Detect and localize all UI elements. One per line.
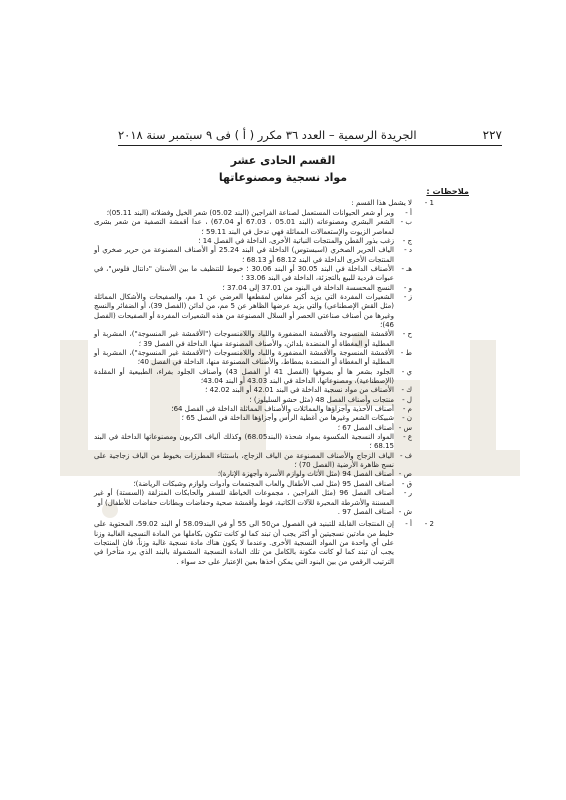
list-item [94, 489, 412, 508]
item-letter: ل - [402, 395, 412, 404]
item-letter: ك - [401, 386, 412, 395]
gazette-title: الجريدة الرسمية – العدد ٣٦ مكرر ( أ ) فى ٩ سبتمبر سنة ٢٠١٨ [118, 128, 417, 142]
note-body [94, 520, 412, 567]
item-text: الياف الحرير الصخري (اسبستوس) الداخلة في البند 25.24 أو الأصناف المصنوعة من حرير صخري أو المنتجات الأخرى الداخلة في البند 68.12 أو 68.13 ؛ [94, 246, 394, 264]
item-letter: و - [403, 283, 412, 292]
item-text: أصناف الأحذية وأجزاؤها والمماثلات والأصناف المماثلة الداخلة في الفصل 64؛ [171, 405, 394, 414]
item-letter: هـ - [401, 264, 412, 273]
item-text: إن المنتجات القابلة للتبنيد في الفصول من50 الى 55 أو في البند58.09 أو البند 59.02، المحتوية على خليط من مادتين نسجيتين أو أكثر يجب أن تبند كما لو كانت تتكون بكاملها من المادة النسجية الغالبة وزنا على أي واحدة من المواد النسجية الأخرى. وعندما لا يكون هناك مادة نسجية غالبة وزناً، فان المنتجات يجب أن تبند كما لو كانت مكونة بالكامل من تلك المادة النسجية المشمولة بالبند الذي يرد متأخرا في الترتيب الرقمي من بين البنود التي يمكن أخذها بعين الإعتبار على حد سواء . [94, 520, 394, 566]
item-text: المواد النسجية المكسوة بمواد شحذة (البند68.05) وكذلك ألياف الكربون ومصنوعاتها الداخلة في البند 68.15 ؛ [94, 433, 394, 451]
notes-content [94, 199, 434, 567]
list-item [94, 508, 412, 517]
note-body [94, 199, 412, 517]
item-text: النسج المحسسة الداخلة في البنود من 37.01 إلى 37.04 ؛ [222, 283, 394, 292]
item-text: وبر أو شعر الحيوانات المستعمل لصناعة الفراجين (البند 05.02) شعر الخيل وفضلاته (البند 05.11)؛ [106, 208, 394, 217]
list-item [94, 293, 412, 330]
item-letter: ز - [403, 292, 412, 301]
item-text: الأصناف الداخلة في البند 30.05 أو البند 30.06 ؛ خيوط للتنظيف ما بين الأسنان "دانتال فلوس"، في عبوات فردية للبيع بالتجزئة، الداخلة في البند 33.06 ؛ [94, 264, 395, 283]
item-letter: س - [398, 423, 412, 432]
item-letter: ق - [401, 479, 412, 488]
item-letter: ط - [400, 349, 412, 357]
list-item [94, 368, 412, 387]
item-text: الأقمشة المنسوجة والأقمشة المضفورة واللباد واللامنسوجات ("الأقمشة غير المنسوجة")، المشربة أو المطلية أو المغطاة أو المنضدة بلدائن، والأصناف المصنوعة منها، الداخلة في الفصل 39 ؛ [94, 330, 394, 348]
list-item [94, 209, 412, 218]
list-item [94, 386, 412, 395]
item-letter: أ - [405, 208, 412, 217]
item-letter: د - [404, 246, 412, 255]
note-intro: لا يشمل هذا القسم : [351, 199, 412, 207]
list-item [94, 520, 412, 567]
item-text: أصناف الفصل 95 (مثل لعب الأطفال والعاب المجتمعات وأدوات ولوازم وشبكات الرياضة)؛ [133, 479, 394, 488]
item-letter: ر - [403, 489, 412, 498]
section-heading: القسم الحادى عشر [230, 154, 336, 167]
item-letter: ن - [402, 414, 412, 423]
notes-title: ملاحظات : [426, 186, 469, 196]
item-text: أصناف الفصل 67 ؛ [337, 423, 394, 432]
list-item [94, 349, 412, 368]
list-item [94, 452, 412, 471]
item-letter: ف - [399, 451, 412, 460]
item-text: أصناف الفصل 96 (مثل الفراجين ، مجموعات الخياطة للسفر والحابكات المنزلقة (السستة) أو غير المسننة والأشرطة المحبرة للآلات الكاتبة، فوط وأقمشة صحية وحفاضات وبطانات حفاضات للأطفال) أو [94, 489, 394, 507]
page-number: ٢٢٧ [482, 128, 502, 142]
list-item [94, 246, 412, 265]
list-item [94, 414, 412, 423]
list-item [94, 396, 412, 405]
list-item [94, 405, 412, 414]
list-item [94, 330, 412, 349]
list-item [94, 433, 412, 452]
exclusion-list [94, 209, 412, 517]
item-letter: أ - [405, 520, 412, 529]
page-header [118, 128, 502, 146]
item-text: زغب بذور القطن والمنتجات النباتية الأخرى، الداخلة في الفصل 14 ؛ [198, 236, 394, 245]
item-text: منتجات وأصناف الفصل 48 (مثل حشو السليلوز) ؛ [249, 395, 394, 404]
item-letter: ع - [403, 433, 412, 442]
note-2 [94, 520, 434, 567]
item-text: الشعر البشري ومصنوعاته (البند 05.01 ، 67.03 أو 67.04) ، عدا أقمشة التصفية من شعر بشرى لمعاصر الزيوت والإستعمالات المماثلة فهي تدخل في البند 59.11 ؛ [94, 218, 394, 236]
item-text: شبيكات الشعر وغيرها من أغطية الرأس وأجزاؤها الداخلة في الفصل 65 ؛ [181, 414, 394, 423]
list-item [94, 218, 412, 237]
item-text: الجلود بشعر ها أو بصوفها (الفصل 41 أو الفصل 43) وأصناف الجلود بفراء، الطبيعية أو المقلدة (الإصطناعية)، ومصنوعاتها، الداخلة في البند 43.03 أو البند 43.04؛ [94, 367, 394, 386]
item-text: الأصناف من مواد نسجية الداخلة في البند 42.01 أو البند 42.02 ؛ [205, 386, 394, 395]
list-item [94, 424, 412, 433]
item-letter: ش - [398, 507, 412, 516]
note-number: 1 - [424, 199, 434, 207]
item-text: أصناف الفصل 94 (مثل الأثاث ولوازم الأسرة وأجهزة الإنارة)؛ [217, 470, 394, 479]
section-title: مواد نسجية ومصنوعاتها [218, 171, 348, 184]
list-item [94, 480, 412, 489]
item-letter: ص - [398, 470, 412, 479]
item-letter: ح - [402, 330, 412, 339]
item-text: الأقمشة المنسوجة والأقمشة المضفورة واللباد واللامنسوجات ("الأقمشة غير المنسوجة")، المشربة أو المطلية أو المغطاة أو المنضدة بمطاط، والأصناف المصنوعة منها، الداخلة في الفصل 40؛ [94, 349, 394, 367]
list-item [94, 284, 412, 293]
list-item [94, 470, 412, 479]
item-letter: م - [402, 405, 412, 414]
item-letter: ي - [401, 367, 412, 376]
item-text: الشعيرات المفردة التي يزيد أكبر مقاس لمقطعها العرضي عن 1 مم، والصفيحات والأشكال المماثلة (مثل القش الإصطناعي) والتي يزيد عرضها الظاهر عن 5 مم، من لدائن (الفصل 39)، أو الضفائر والنسج وغيرها من أصناف صناعتي الحصر أو السلال المصنوعة من هذه الشعيرات المفردة أو الصفيحات (الفصل 46)؛ [94, 292, 394, 329]
item-letter: ج - [402, 236, 412, 245]
note-1 [94, 199, 434, 517]
item-text: أصناف الفصل 97 . [337, 507, 394, 516]
item-letter: ب - [400, 218, 412, 227]
list-item [94, 237, 412, 246]
note-number: 2 - [424, 520, 434, 529]
list-item [94, 265, 412, 284]
item-text: الياف الزجاج والأصناف المصنوعة من الياف الزجاج، باستثناء المطرزات بخيوط من الياف زجاجية على نسج ظاهرة الأرضية (الفصل 70) ؛ [94, 451, 394, 470]
